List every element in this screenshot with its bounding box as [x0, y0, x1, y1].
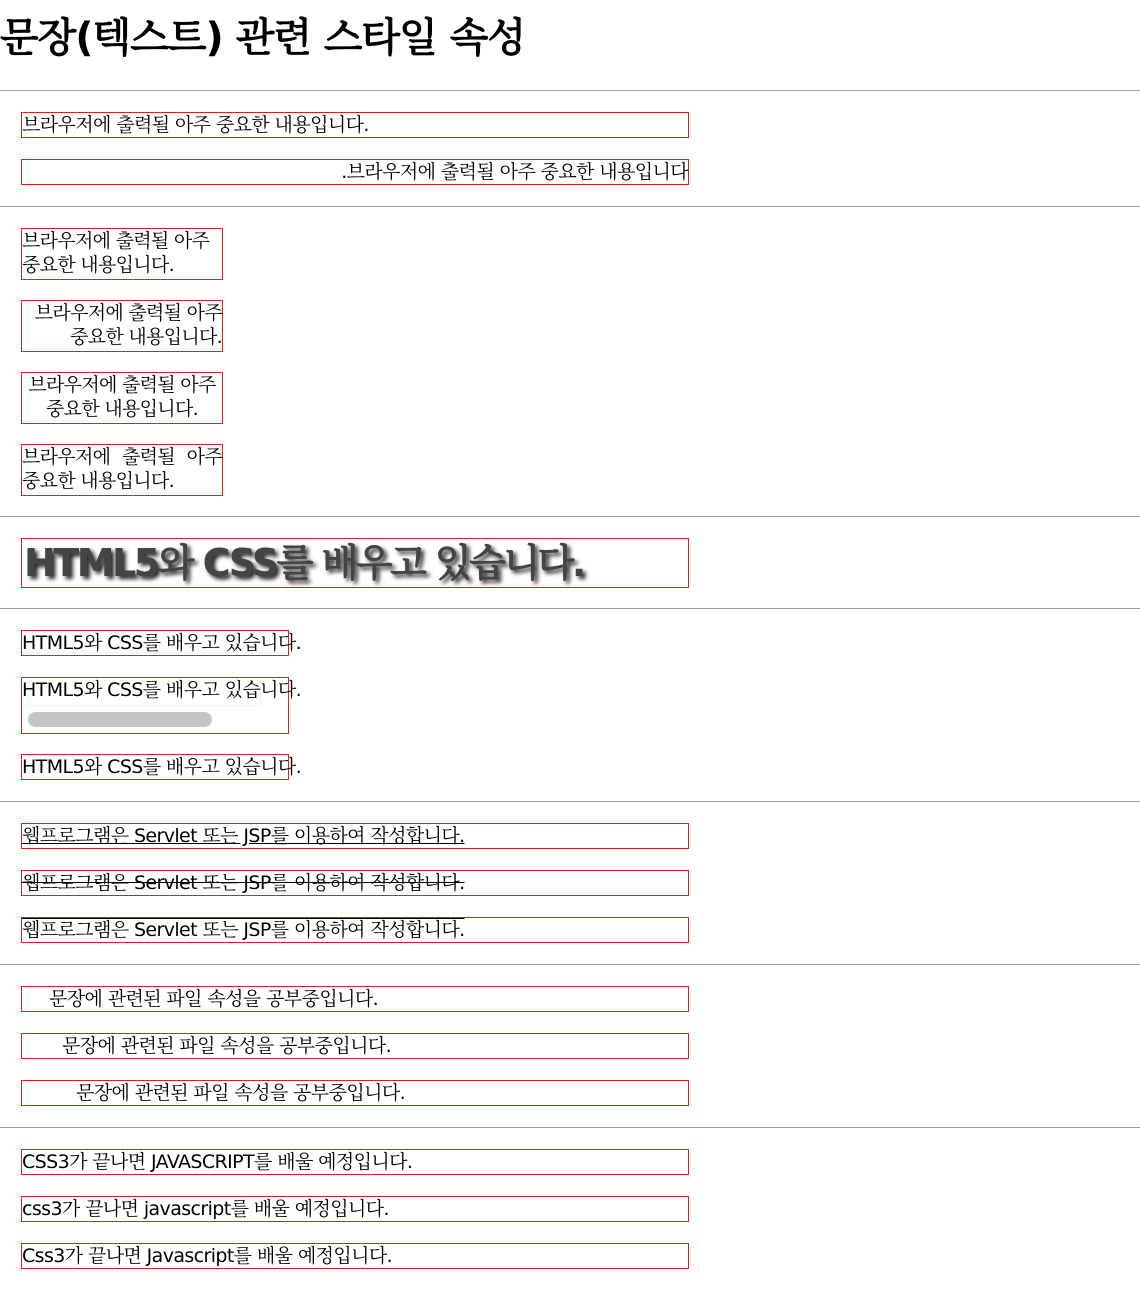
divider: [0, 964, 1140, 965]
indent-small-box: 문장에 관련된 파일 속성을 공부중입니다.: [21, 986, 689, 1012]
uppercase-box: CSS3가 끝나면 JAVASCRIPT를 배울 예정입니다.: [21, 1149, 689, 1175]
align-right-box: 브라우저에 출력될 아주 중요한 내용입니다.: [21, 300, 223, 352]
lowercase-box: css3가 끝나면 javascript를 배울 예정입니다.: [21, 1196, 689, 1222]
divider: [0, 90, 1140, 91]
underline-box: [21, 823, 689, 849]
indent-medium-box: 문장에 관련된 파일 속성을 공부중입니다.: [21, 1033, 689, 1059]
align-justify-box: 브라우저에 출력될 아주 중요한 내용입니다.: [21, 444, 223, 496]
divider: [0, 206, 1140, 207]
divider: [0, 516, 1140, 517]
align-center-box: 브라우저에 출력될 아주 중요한 내용입니다.: [21, 372, 223, 424]
ltr-text-box: 브라우저에 출력될 아주 중요한 내용입니다.: [21, 112, 689, 138]
divider: [0, 801, 1140, 802]
underline-text: 웹프로그램은 Servlet 또는 JSP를 이용하여 작성합니다.: [22, 825, 465, 847]
page-title: 문장(텍스트) 관련 스타일 속성: [0, 15, 526, 61]
divider: [0, 608, 1140, 609]
overflow-scroll-box[interactable]: [21, 677, 302, 734]
align-left-box: 브라우저에 출력될 아주 중요한 내용입니다.: [21, 228, 223, 280]
text-shadow-box: HTML5와 CSS를 배우고 있습니다.: [21, 538, 689, 588]
scroll-content: HTML5와 CSS를 배우고 있습니다.: [22, 678, 261, 706]
indent-large-box: 문장에 관련된 파일 속성을 공부중입니다.: [21, 1080, 689, 1106]
capitalize-box: Css3가 끝나면 Javascript를 배울 예정입니다.: [21, 1243, 689, 1269]
overflow-clip-box: HTML5와 CSS를 배우고 있습니다.: [22, 632, 302, 654]
scrollbar-thumb[interactable]: [28, 712, 212, 727]
overflow-ellipsis-box: HTML5와 CSS를 배우고 있습니다.: [22, 756, 302, 778]
divider: [0, 1127, 1140, 1128]
horizontal-scrollbar[interactable]: [22, 706, 260, 733]
line-through-box: [21, 870, 689, 896]
overline-text: 웹프로그램은 Servlet 또는 JSP를 이용하여 작성합니다.: [22, 919, 465, 941]
rtl-text-box: 브라우저에 출력될 아주 중요한 내용입니다.: [21, 159, 689, 185]
line-through-text: 웹프로그램은 Servlet 또는 JSP를 이용하여 작성합니다.: [22, 872, 465, 894]
overline-box: [21, 917, 689, 943]
